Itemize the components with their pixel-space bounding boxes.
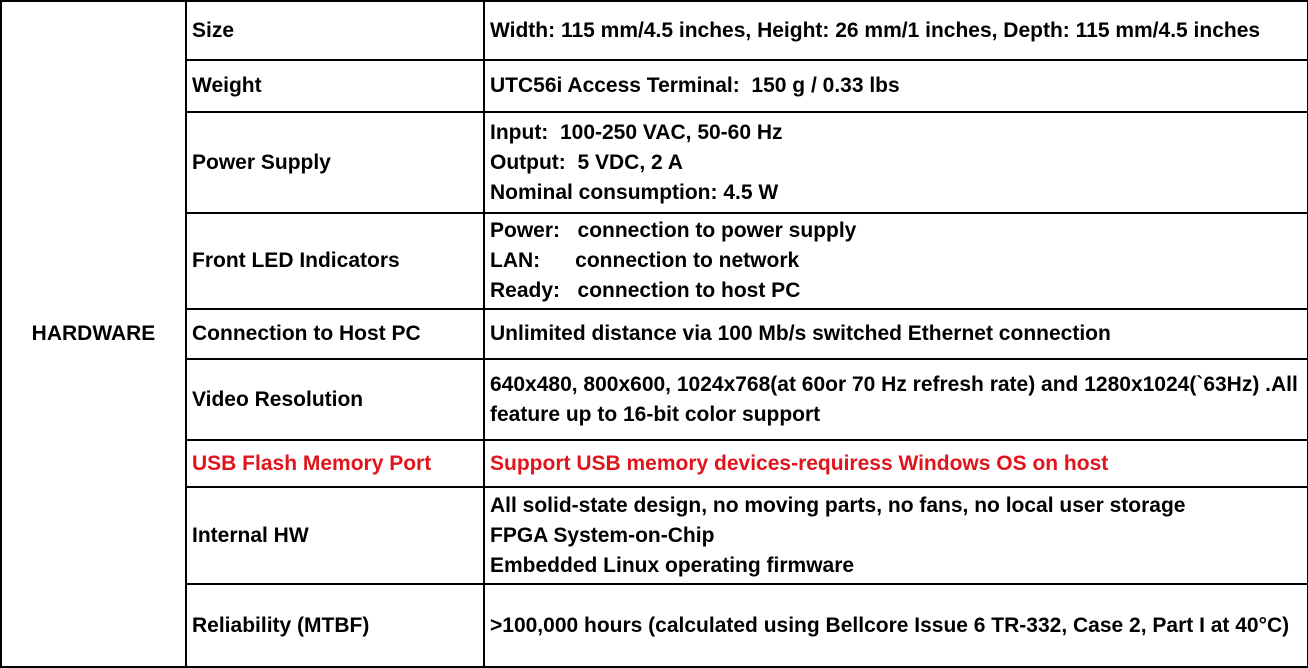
spec-value (484, 487, 1308, 584)
table-row (1, 309, 1308, 359)
spec-value-line: Width: 115 mm/4.5 inches, Height: 26 mm/1 inches, Depth: 115 mm/4.5 inches (490, 18, 1261, 42)
spec-value-line: LAN: connection to network (490, 249, 800, 272)
spec-value-line: FPGA System-on-Chip (490, 523, 715, 547)
spec-value-line: Input: 100-250 VAC, 50-60 Hz (490, 120, 783, 144)
spec-label-text: Internal HW (192, 523, 309, 547)
spec-value-line: Output: 5 VDC, 2 A (490, 150, 683, 174)
spec-label-text: Power Supply (192, 150, 331, 174)
spec-label (186, 309, 484, 359)
spec-value-line: Unlimited distance via 100 Mb/s switched Ethernet connection (490, 322, 1111, 345)
table-row (1, 112, 1308, 213)
spec-value-line: Nominal consumption: 4.5 W (490, 180, 779, 204)
spec-label (186, 112, 484, 213)
table-row (1, 213, 1308, 309)
spec-value (484, 1, 1308, 60)
spec-label (186, 359, 484, 440)
spec-value (484, 112, 1308, 213)
spec-value-line: >100,000 hours (calculated using Bellcore Issue 6 TR-332, Case 2, Part I at 40°C) (490, 613, 1290, 637)
table-row (1, 584, 1308, 667)
spec-value (484, 440, 1308, 487)
spec-value (484, 309, 1308, 359)
spec-label-text: Size (192, 18, 235, 42)
spec-value (484, 213, 1308, 309)
spec-value-line: All solid-state design, no moving parts, no fans, no local user storage (490, 493, 1186, 517)
spec-value (484, 584, 1308, 667)
section-label-text: HARDWARE (31, 322, 156, 345)
spec-value-line: Power: connection to power supply (490, 219, 857, 242)
spec-label-text: Weight (192, 74, 262, 97)
spec-label (186, 584, 484, 667)
spec-value-line: 640x480, 800x600, 1024x768(at 60or 70 Hz refresh rate) and 1280x1024(`63Hz) .All feature up to 16-bit color support (490, 372, 1298, 426)
table-row (1, 60, 1308, 112)
spec-label-text: Front LED Indicators (192, 249, 400, 272)
table-row (1, 359, 1308, 440)
spec-label (186, 440, 484, 487)
spec-label-text: Reliability (MTBF) (192, 613, 370, 637)
section-label (1, 1, 186, 667)
spec-label (186, 213, 484, 309)
spec-value-line: Ready: connection to host PC (490, 279, 801, 302)
table-row (1, 440, 1308, 487)
spec-label-text: USB Flash Memory Port (192, 451, 432, 475)
spec-label-text: Video Resolution (192, 387, 364, 411)
spec-value-line: UTC56i Access Terminal: 150 g / 0.33 lbs (490, 74, 900, 97)
spec-label (186, 60, 484, 112)
spec-value-line: Embedded Linux operating firmware (490, 553, 855, 577)
spec-label-text: Connection to Host PC (192, 322, 421, 345)
spec-value-line: Support USB memory devices-requiress Windows OS on host (490, 451, 1109, 475)
table-row (1, 487, 1308, 584)
spec-value (484, 359, 1308, 440)
spec-value (484, 60, 1308, 112)
table-row (1, 1, 1308, 60)
spec-label (186, 487, 484, 584)
spec-label (186, 1, 484, 60)
